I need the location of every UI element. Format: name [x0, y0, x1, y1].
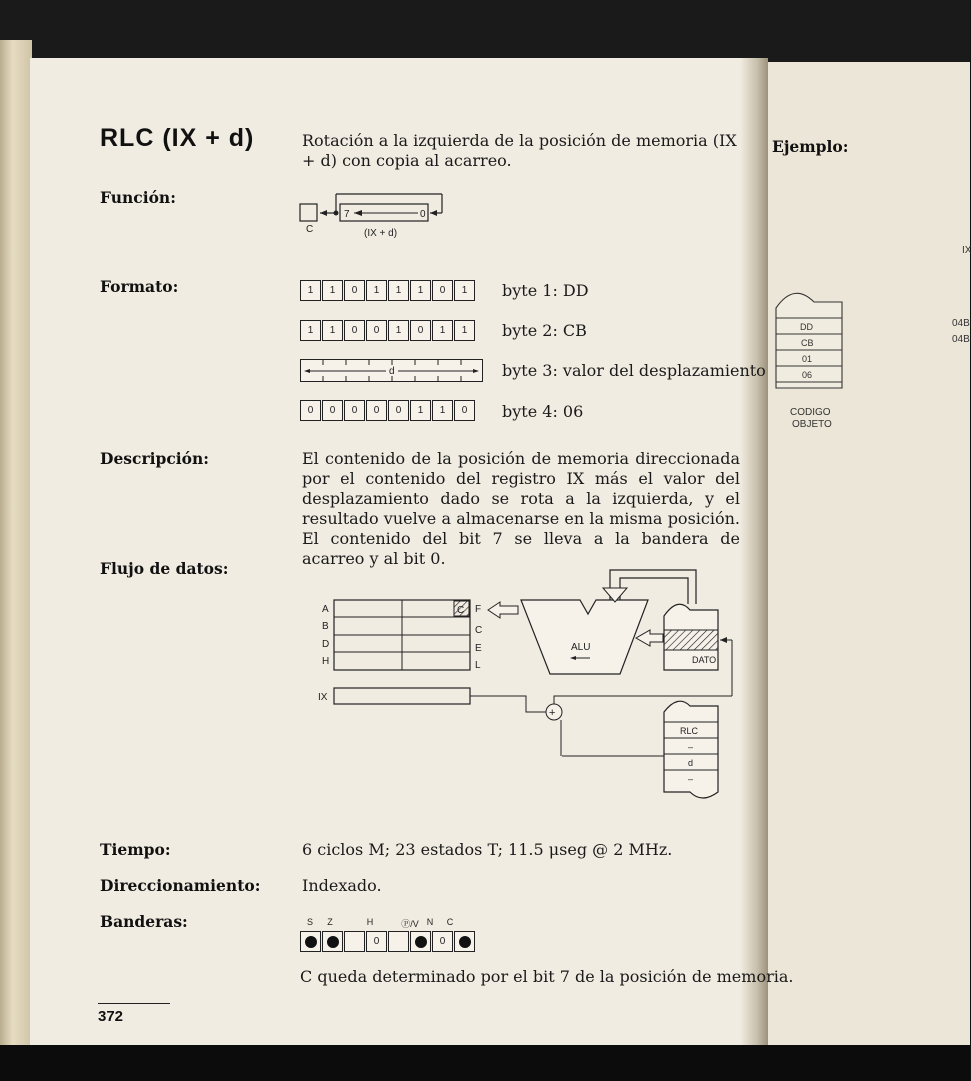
byte1-bits	[300, 280, 476, 301]
funcion-c-label: C	[306, 224, 314, 235]
flag-name: S	[306, 917, 313, 927]
reg-d: D	[322, 639, 330, 650]
bit-cell: 0	[454, 400, 475, 421]
bit-cell: 0	[344, 280, 365, 301]
bit-cell: 1	[454, 280, 475, 301]
reg-l: L	[475, 660, 481, 671]
flag-cells	[300, 931, 476, 952]
bit-cell: 0	[344, 320, 365, 341]
tiempo-text: 6 ciclos M; 23 estados T; 11.5 μseg @ 2 MHz.	[302, 840, 673, 859]
addr-1: 04B	[952, 318, 970, 329]
flag-cell	[322, 931, 343, 952]
rotate-left-diagram	[296, 186, 456, 242]
flag-name: N	[426, 917, 434, 927]
book-background-top	[0, 0, 970, 62]
byte3-label: byte 3: valor del desplazamiento	[502, 361, 766, 380]
object-code-block	[774, 288, 846, 400]
bit-cell: 1	[410, 280, 431, 301]
reg-h: H	[322, 656, 330, 667]
flag-affected-dot	[327, 936, 339, 948]
bit-cell: 1	[432, 400, 453, 421]
instruction-title: RLC (IX + d)	[100, 124, 255, 152]
data-flow-diagram	[318, 566, 740, 810]
bit-cell: 0	[300, 400, 321, 421]
bit-cell: 0	[432, 280, 453, 301]
code-01: 01	[802, 354, 813, 364]
byte2-bits	[300, 320, 476, 341]
ix-cut-label: IX	[962, 245, 971, 256]
addr-2: 04B	[952, 334, 970, 345]
bit-cell: 1	[322, 320, 343, 341]
banderas-note: C queda determinado por el bit 7 de la posición de memoria.	[300, 967, 794, 986]
code-06: 06	[802, 370, 813, 380]
label-direccionamiento: Direccionamiento:	[100, 876, 261, 895]
mem-d: d	[688, 758, 694, 768]
bit-cell: 0	[366, 400, 387, 421]
label-funcion: Función:	[100, 188, 176, 207]
reg-a: A	[322, 604, 329, 615]
code-dd: DD	[800, 322, 813, 332]
bit-cell: 1	[300, 280, 321, 301]
flag-names	[300, 917, 460, 930]
flag-name: H	[366, 917, 374, 927]
bit-cell: 1	[454, 320, 475, 341]
flag-name: C	[446, 917, 454, 927]
dato-label: DATO	[692, 655, 717, 665]
flag-affected-dot	[305, 936, 317, 948]
mem-rlc: RLC	[680, 726, 699, 736]
byte2-label: byte 2: CB	[502, 321, 587, 340]
bit-cell: 0	[388, 400, 409, 421]
funcion-bit7: 7	[344, 209, 350, 220]
bit-cell: 1	[300, 320, 321, 341]
reg-c: C	[475, 625, 483, 636]
flag-name	[380, 917, 400, 930]
flag-cell	[410, 931, 431, 952]
bit-cell: 1	[322, 280, 343, 301]
byte4-bits	[300, 400, 476, 421]
objeto-label: OBJETO	[792, 419, 832, 430]
byte3-d: d	[389, 366, 395, 377]
page-number: 372	[98, 1008, 124, 1025]
mem-dash1: –	[688, 742, 694, 752]
right-page	[768, 62, 970, 1048]
flag-cell	[300, 931, 321, 952]
svg-text:+: +	[549, 707, 556, 719]
page-number-rule	[98, 1003, 170, 1004]
bit-cell: 1	[366, 280, 387, 301]
instruction-summary: Rotación a la izquierda de la posición de memoria (IX + d) con copia al acarreo.	[302, 131, 737, 170]
funcion-bit0: 0	[420, 209, 426, 220]
page-gutter	[740, 58, 768, 1048]
mem-dash2: –	[688, 774, 694, 784]
flag-name: Z	[327, 917, 333, 927]
byte3-displacement	[300, 359, 484, 383]
byte1-label: byte 1: DD	[502, 281, 589, 300]
byte4-label: byte 4: 06	[502, 402, 584, 421]
bit-cell: 1	[410, 400, 431, 421]
bit-cell: 0	[344, 400, 365, 421]
flag-cell: 0	[432, 931, 453, 952]
label-flujo: Flujo de datos:	[100, 559, 229, 578]
book-spine	[0, 40, 32, 1050]
code-cb: CB	[801, 338, 814, 348]
label-banderas: Banderas:	[100, 912, 188, 931]
reg-e: E	[475, 643, 482, 654]
flag-cell-c: C	[457, 605, 465, 616]
flag-affected-dot	[459, 936, 471, 948]
descripcion-text: El contenido de la posición de memoria direccionada por el contenido del registro IX más el valor del desplazamiento dado se rota a la izquierda, y el resultado vuelve a almacenarse en la misma posición. El contenido del bit 7 se lleva a la bandera de acarreo y al bit 0.	[302, 449, 740, 568]
bit-cell: 1	[432, 320, 453, 341]
flag-cell	[388, 931, 409, 952]
label-formato: Formato:	[100, 277, 179, 296]
flag-cell: 0	[366, 931, 387, 952]
reg-b: B	[322, 621, 329, 632]
bit-cell: 0	[410, 320, 431, 341]
label-tiempo: Tiempo:	[100, 840, 171, 859]
flag-name	[340, 917, 360, 930]
alu-label: ALU	[571, 642, 591, 653]
ix-label: IX	[318, 692, 328, 703]
bit-cell: 1	[388, 320, 409, 341]
ejemplo-heading: Ejemplo:	[772, 137, 849, 156]
direccionamiento-text: Indexado.	[302, 876, 382, 895]
bit-cell: 1	[388, 280, 409, 301]
reg-f: F	[475, 604, 482, 615]
funcion-operand: (IX + d)	[364, 228, 398, 239]
flag-cell	[454, 931, 475, 952]
label-descripcion: Descripción:	[100, 449, 210, 468]
codigo-label: CODIGO	[790, 407, 831, 418]
flag-affected-dot	[415, 936, 427, 948]
bit-cell: 0	[322, 400, 343, 421]
flag-name: Ⓟ/V	[401, 919, 419, 929]
bit-cell: 0	[366, 320, 387, 341]
flag-cell	[344, 931, 365, 952]
book-background-bottom	[0, 1045, 970, 1081]
